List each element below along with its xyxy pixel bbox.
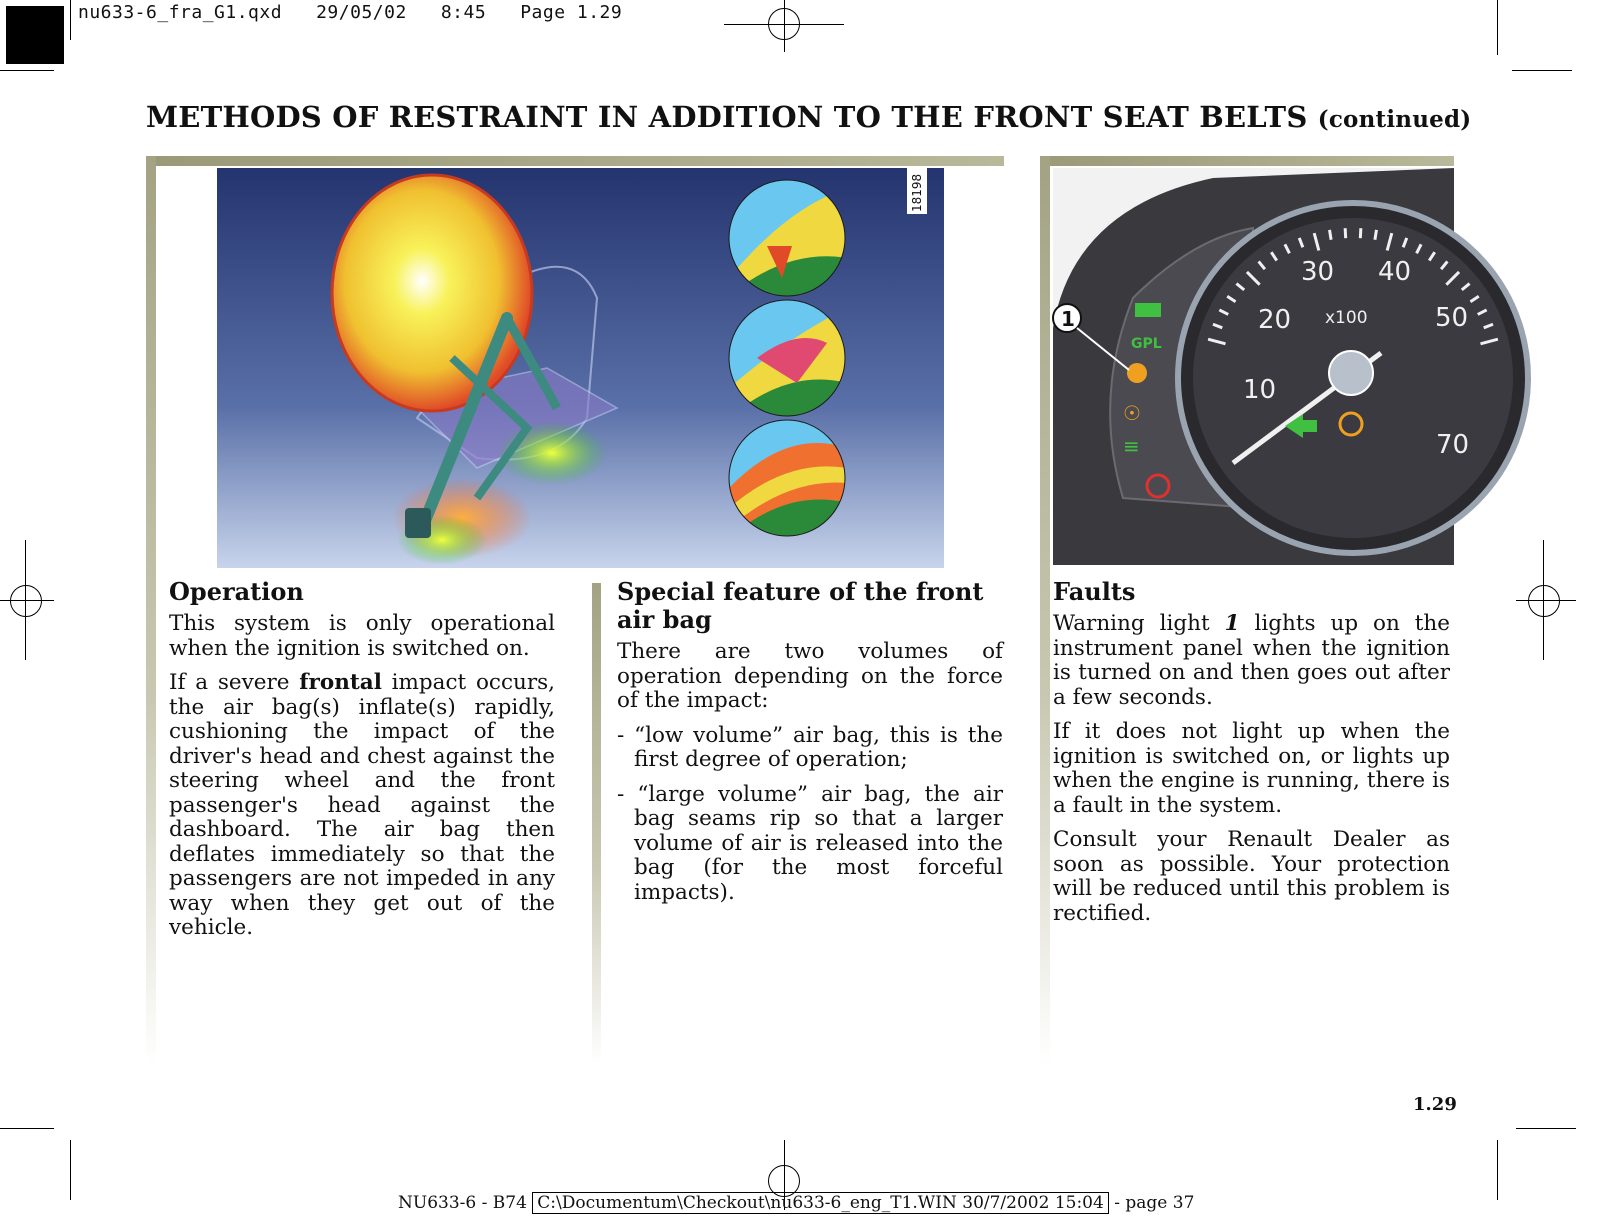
list-item: - “low volume” air bag, this is the first degree of operation;: [617, 722, 1003, 772]
gauge-tick: [1330, 230, 1332, 240]
faults-paragraph: Consult your Renault Dealer as soon as possible. Your protection will be reduced until this problem is rectified.: [1053, 827, 1450, 926]
fog-light-icon: ☉: [1123, 401, 1141, 425]
crop-mark: [0, 1128, 54, 1129]
crop-mark: [1497, 0, 1498, 55]
faults-section: [1053, 578, 1450, 936]
registration-mark: [1528, 585, 1560, 617]
crop-mark: [70, 0, 71, 40]
crop-mark: [0, 70, 54, 71]
callout-number: 1: [1061, 307, 1075, 331]
panel-left-bar: [146, 156, 156, 1066]
crop-mark: [1516, 1128, 1576, 1129]
gauge-tick: [1375, 230, 1377, 240]
gpl-label: GPL: [1131, 336, 1162, 352]
panel-top-bar: [146, 156, 1004, 166]
gauge-label: 40: [1378, 257, 1412, 287]
operation-paragraph: This system is only operational when the ignition is switched on.: [169, 611, 555, 661]
crop-mark: [1497, 1140, 1498, 1200]
operation-paragraph: If a severe frontal impact occurs, the air bag(s) inflate(s) rapidly, cushioning the impact of the driver's head and chest against the steering wheel and the front passenger's head against the dashboard. The air bag then deflates immediately so that the passengers are not impeded in any way when they get out of the vehicle.: [169, 670, 555, 940]
special-intro: There are two volumes of operation depending on the force of the impact:: [617, 639, 1003, 713]
faults-paragraph: If it does not light up when the ignition is switched on, or lights up when the engine is running, there is a fault in the system.: [1053, 719, 1450, 818]
list-item: - “large volume” air bag, the air bag seams rip so that a larger volume of air is released into the bag (for the most forceful impacts).: [617, 781, 1003, 905]
front-fog-icon: ≡: [1123, 434, 1140, 458]
operation-section: [169, 578, 555, 951]
warning-light-icon: [1135, 303, 1161, 317]
printer-slug: nu633-6_fra_G1.qxd 29/05/02 8:45 Page 1.29: [78, 2, 623, 23]
registration-block: [6, 6, 64, 64]
page-title: METHODS OF RESTRAINT IN ADDITION TO THE FRONT SEAT BELTS (continued): [146, 100, 1472, 134]
panel-top-bar: [1040, 156, 1454, 166]
gauge-label: 50: [1435, 303, 1469, 333]
gauge-label: 10: [1243, 375, 1277, 405]
gauge-tick: [1345, 228, 1346, 238]
dashboard-figure: [1053, 168, 1470, 565]
faults-paragraph: Warning light 1 lights up on the instrument panel when the ignition is turned on and then goes out after a few seconds.: [1053, 611, 1450, 710]
section-heading: Special feature of the front air bag: [617, 577, 984, 634]
gauge-label: 20: [1258, 305, 1292, 335]
gauge-label: 30: [1301, 257, 1335, 287]
crop-mark: [1512, 70, 1572, 71]
special-feature-section: [617, 578, 1003, 915]
gauge-label: 70: [1436, 430, 1470, 460]
section-heading: Faults: [1053, 577, 1136, 606]
airbag-figure: [217, 168, 944, 568]
page-number: 1.29: [1413, 1094, 1457, 1115]
gauge-unit: x100: [1325, 308, 1368, 328]
gauge-tick: [1360, 228, 1361, 238]
airbag-warning-icon: [1127, 363, 1147, 383]
crop-mark: [70, 1140, 71, 1200]
panel-left-bar: [1040, 156, 1050, 1066]
column-divider: [592, 583, 601, 1063]
figure-ref-number: 18198: [910, 173, 924, 212]
registration-mark: [768, 8, 800, 40]
section-heading: Operation: [169, 577, 304, 606]
print-footer: NU633-6 - B74 C:\Documentum\Checkout\nu633-6_eng_T1.WIN 30/7/2002 15:04 - page 37: [398, 1193, 1195, 1213]
registration-mark: [10, 585, 42, 617]
